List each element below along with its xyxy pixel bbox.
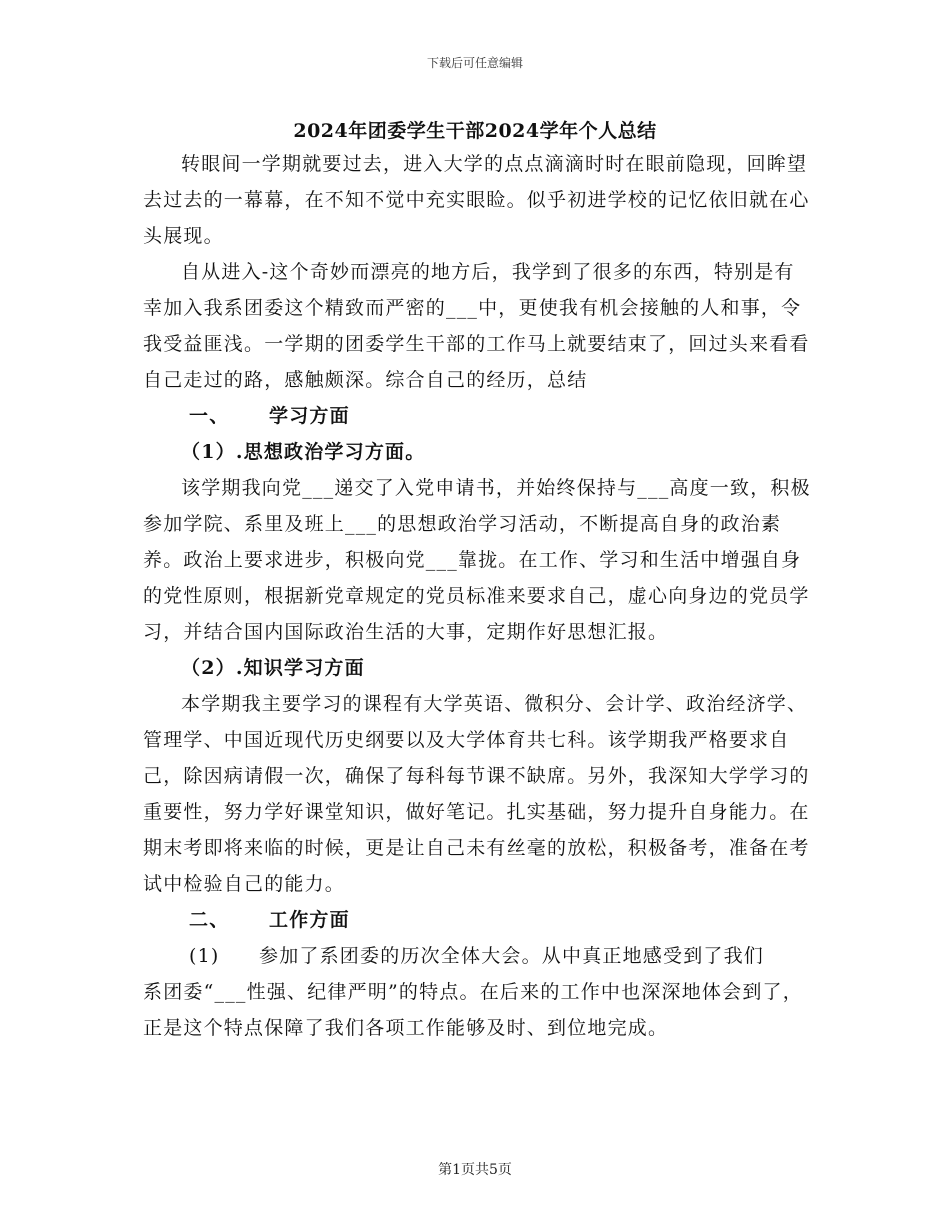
item-number: (1) <box>189 945 220 967</box>
section-number: 二、 <box>189 909 230 931</box>
section-title: 学习方面 <box>269 405 350 427</box>
paragraph-knowledge: 本学期我主要学习的课程有大学英语、微积分、会计学、政治经济学、管理学、中国近现代历史纲要以及大学体育共七科。该学期我严格要求自己，除因病请假一次，确保了每科每节课不缺席。另外，我深知大学学习的重要性，努力学好课堂知识，做好笔记。扎实基础，努力提升自身能力。在期末考即将来临的时候，更是让自己未有丝毫的放松，积极备考，准备在考试中检验自己的能力。 <box>143 693 810 895</box>
section-heading-work <box>143 902 813 938</box>
section-title: 工作方面 <box>269 909 350 931</box>
section-heading-study <box>143 398 813 434</box>
list-item-continuation: 系团委“___性强、纪律严明”的特点。在后来的工作中也深深地体会到了，正是这个特点保障了我们各项工作能够及时、到位地完成。 <box>143 981 803 1039</box>
section-number: 一、 <box>189 405 230 427</box>
item-text: 参加了系团委的历次全体大会。从中真正地感受到了我们 <box>259 945 765 967</box>
paragraph-joining: 自从进入-这个奇妙而漂亮的地方后，我学到了很多的东西，特别是有幸加入我系团委这个精致而严密的___中，更使我有机会接触的人和事，令我受益匪浅。一学期的团委学生干部的工作马上就要结束了，回过头来看看自己走过的路，感触颇深。综合自己的经历，总结 <box>143 261 810 391</box>
subsection-heading-knowledge: （2）.知识学习方面 <box>181 657 365 679</box>
paragraph-intro: 转眼间一学期就要过去，进入大学的点点滴滴时时在眼前隐现，回眸望去过去的一幕幕，在不知不觉中充实眼睑。似乎初进学校的记忆依旧就在心头展现。 <box>143 153 810 247</box>
paragraph-political: 该学期我向党___递交了入党申请书，并始终保持与___高度一致，积极参加学院、系里及班上___的思想政治学习活动，不断提高自身的政治素养。政治上要求进步，积极向党___靠拢。在工作、学习和生活中增强自身的党性原则，根据新党章规定的党员标准来要求自己，虚心向身边的党员学习，并结合国内国际政治生活的大事，定期作好思想汇报。 <box>143 477 811 643</box>
page-footer: 第1页共5页 <box>438 1162 512 1178</box>
list-item-first-line <box>143 938 813 974</box>
header-note: 下载后可任意编辑 <box>426 56 523 70</box>
subsection-heading-political: （1）.思想政治学习方面。 <box>181 441 426 463</box>
document-body <box>143 146 813 1046</box>
document-title: 2024年团委学生干部2024学年个人总结 <box>293 120 657 142</box>
